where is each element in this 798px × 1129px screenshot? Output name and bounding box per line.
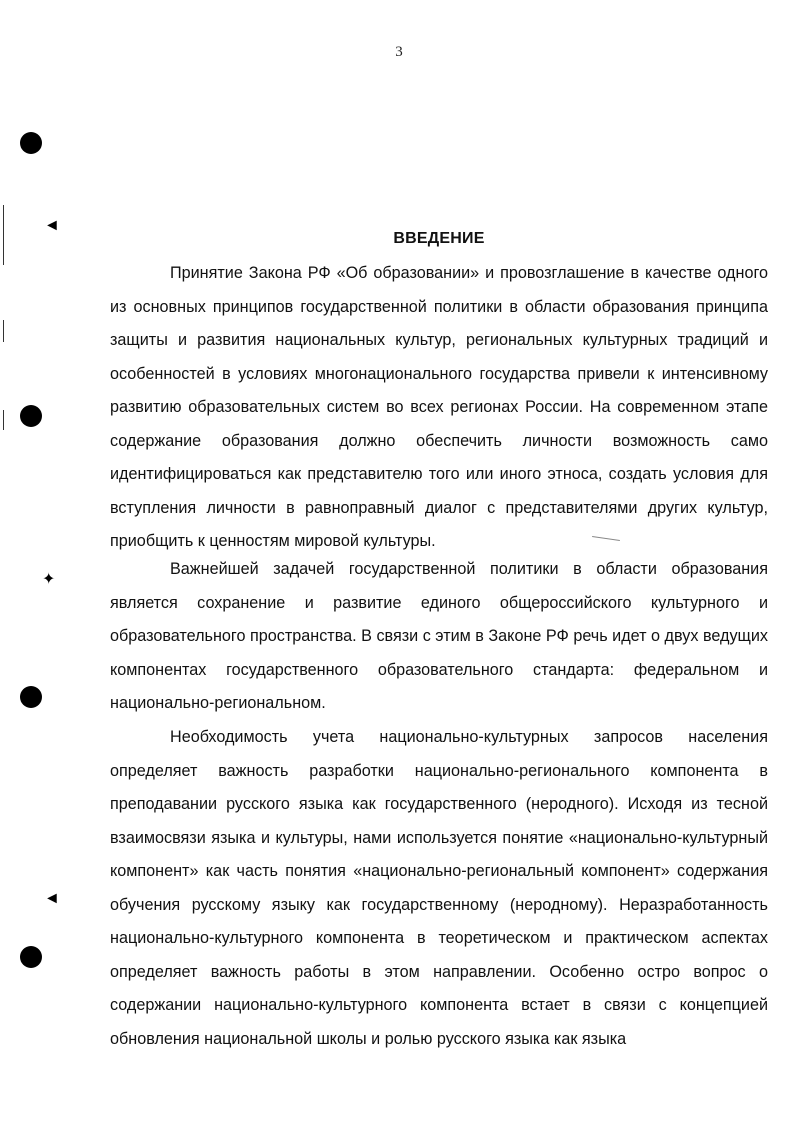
scan-edge-line xyxy=(3,320,4,342)
punch-hole xyxy=(20,686,42,708)
scan-mark-icon: ✦ xyxy=(42,571,56,588)
paragraph: Необходимость учета национально-культурных запросов населения определяет важность разработки национально-регионального компонента в преподавании русского языка как государственного (неродного). Исходя из тесной взаимосвязи языка и культуры, нами используется понятие «национально-культурный компонент» как часть понятия «национально-региональный компонент» содержания обучения русскому языку как государственному (неродному). Неразработанность национально-культурного компонента в теоретическом и практическом аспектах определяет важность работы в этом направлении. Особенно остро вопрос о содержании национально-культурного компонента встает в связи с концепцией обновления национальной школы и ролью русского языка как языка xyxy=(110,728,768,1048)
paragraph-2-block xyxy=(110,553,768,721)
punch-hole xyxy=(20,405,42,427)
paragraph: Важнейшей задачей государственной политики в области образования является сохранение и развитие единого общероссийского культурного и образовательного пространства. В связи с этим в Законе РФ речь идет о двух ведущих компонентах государственного образовательного стандарта: федеральном и национально-региональном. xyxy=(110,560,768,712)
punch-hole xyxy=(20,132,42,154)
punch-hole xyxy=(20,946,42,968)
paragraph-1-block xyxy=(110,257,768,559)
scan-edge-line xyxy=(3,410,4,430)
section-title: ВВЕДЕНИЕ xyxy=(393,230,485,247)
scan-mark-icon: ◄ xyxy=(44,890,60,907)
paragraph-3-block xyxy=(110,721,768,1056)
scan-edge-line xyxy=(3,205,4,265)
paragraph: Принятие Закона РФ «Об образовании» и провозглашение в качестве одного из основных принципов государственной политики в области образования принципа защиты и развития национальных культур, региональных культурных традиций и особенностей в условиях многонационального государства привели к интенсивному развитию образовательных систем во всех регионах России. На современном этапе содержание образования должно обеспечить личности возможность само идентифицироваться как представителю того или иного этноса, создать условия для вступления личности в равноправный диалог с представителями других культур, приобщить к ценностям мировой культуры. xyxy=(110,264,768,550)
page-number: 3 xyxy=(395,44,403,60)
scan-mark-icon: ◄ xyxy=(44,217,60,234)
